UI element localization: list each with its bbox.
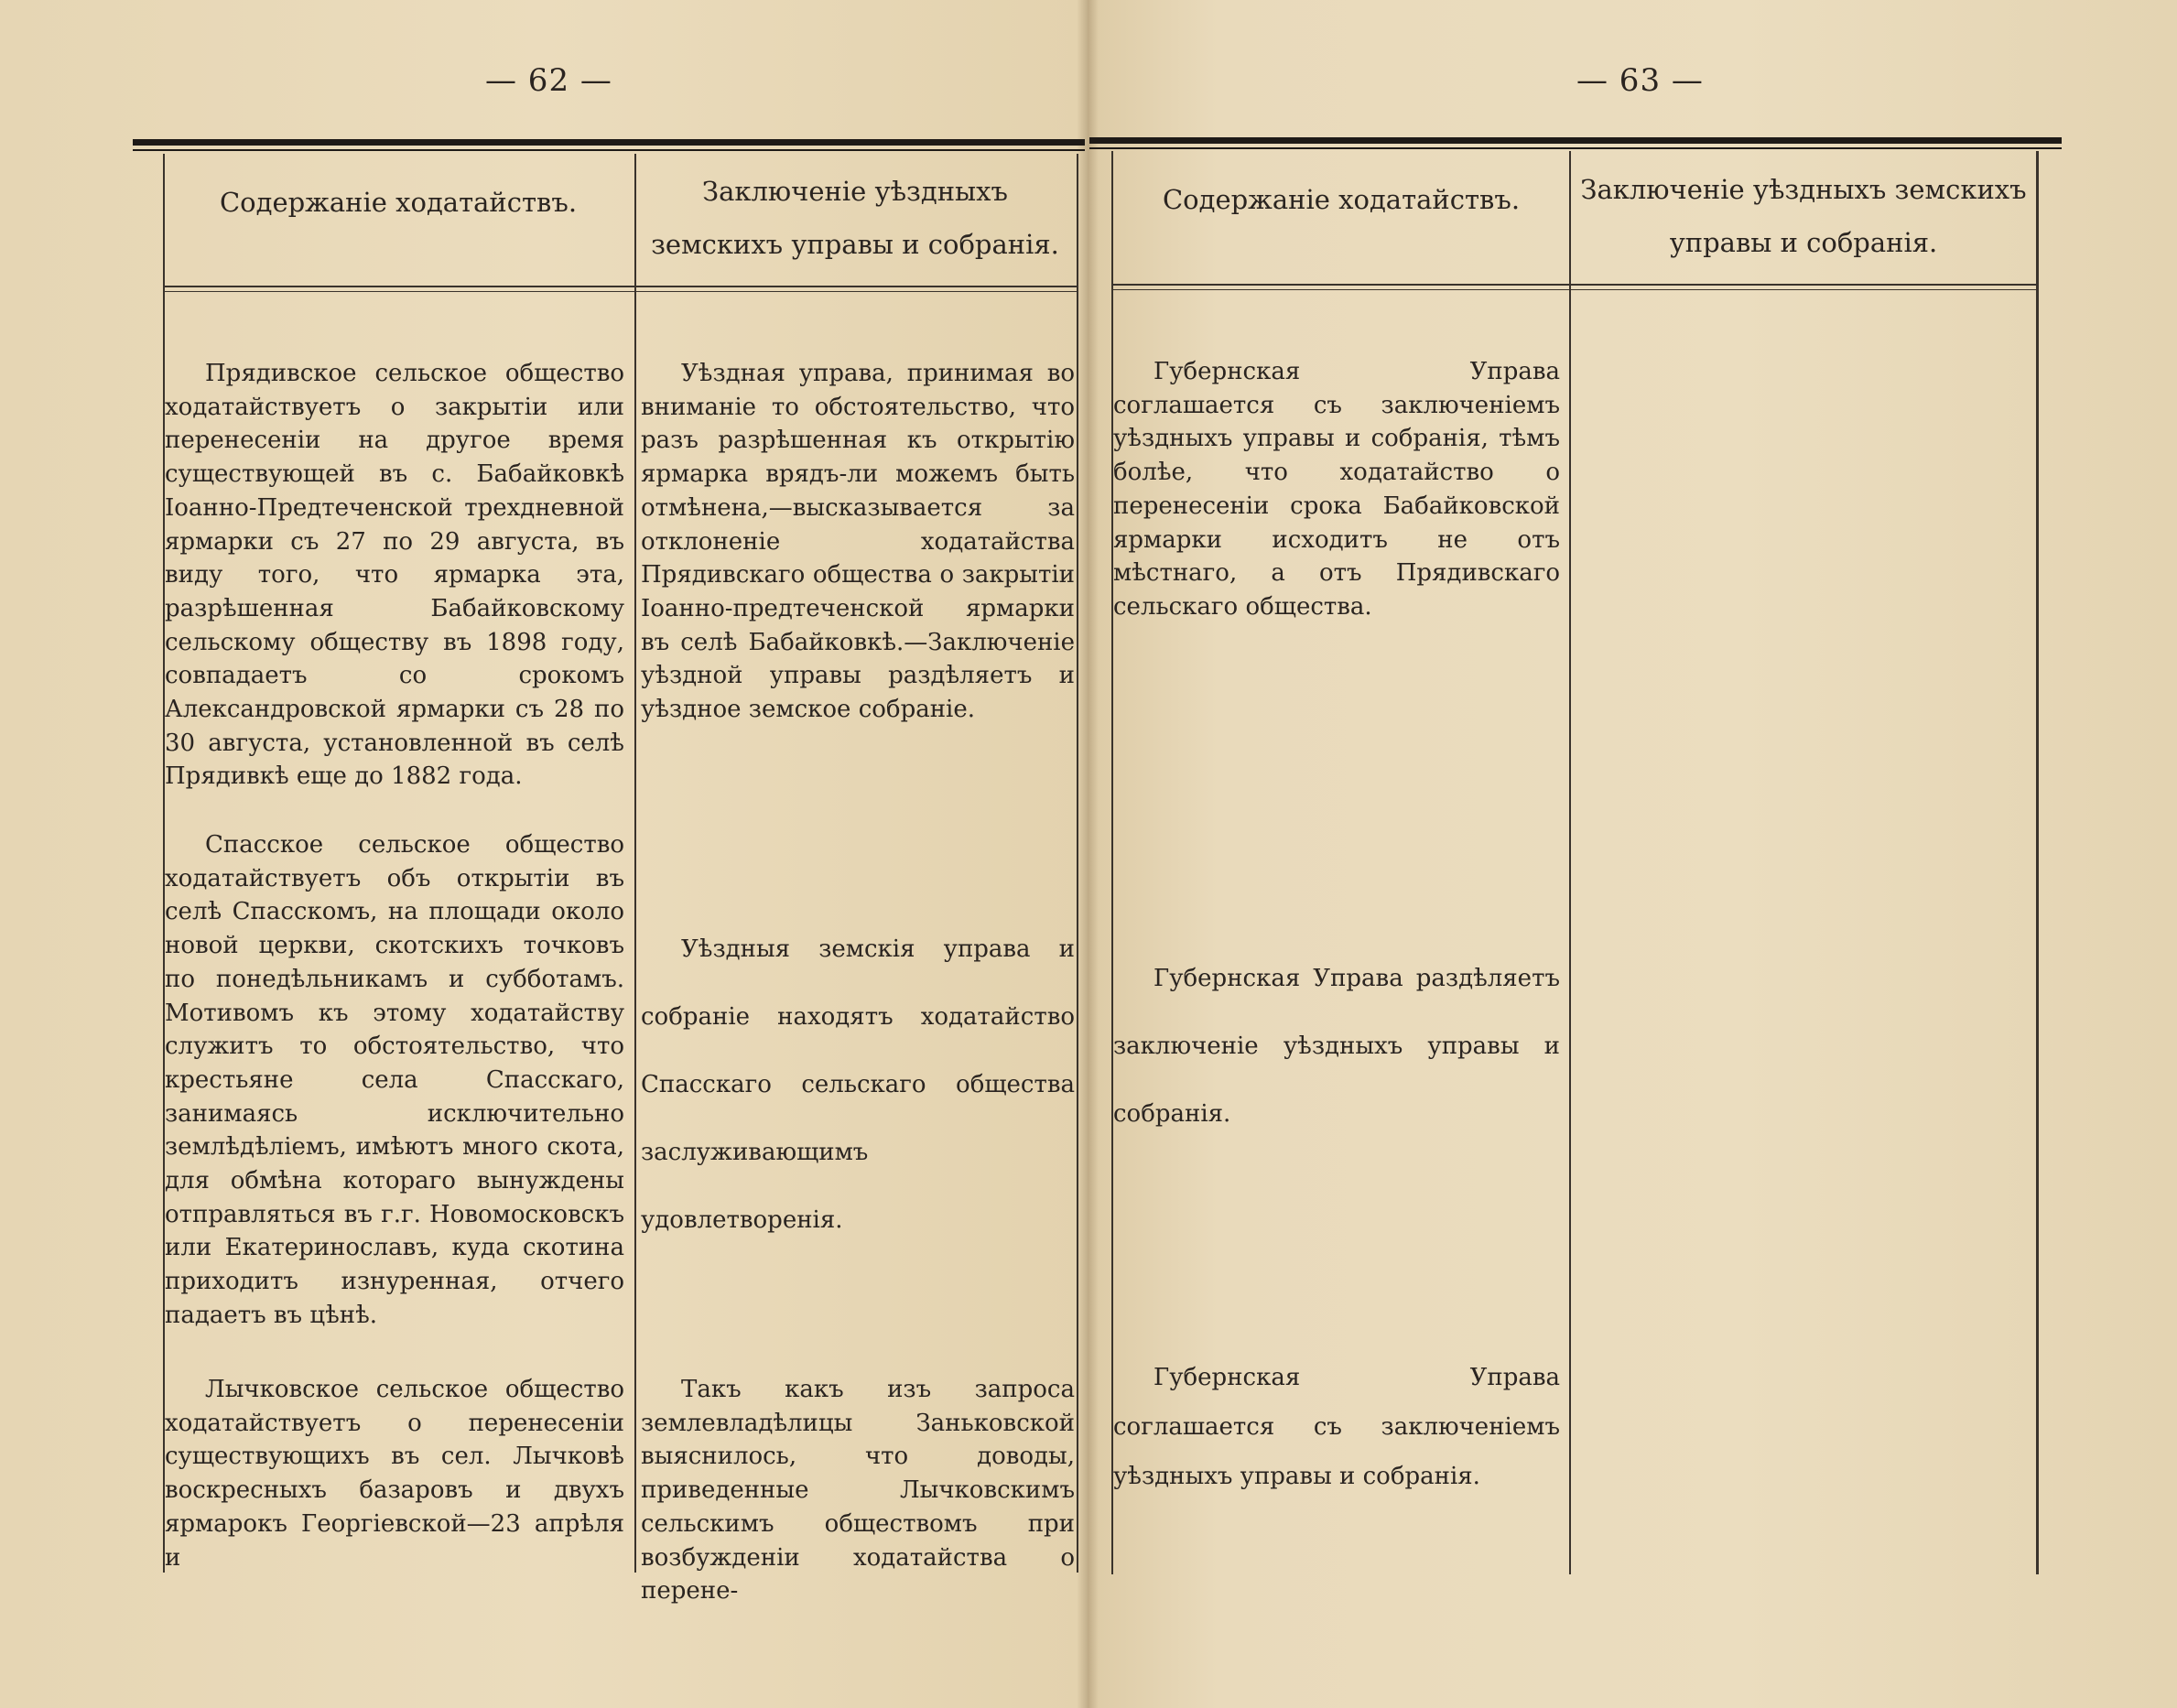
right-top-rule xyxy=(1089,137,2062,144)
left-page-number: — 62 — xyxy=(485,62,612,99)
left-top-rule-thin xyxy=(133,149,1085,151)
left-row1-contents: Прядивское сельское общество ходатайствуетъ о закрытіи или перенесеніи на другое время существующей въ с. Бабайковкѣ Іоанно-Предтеченской трехдневной ярмарки съ 27 по 29 августа, въ виду того, что ярмарка эта, разрѣшенная Бабайковскому сельскому обществу въ 1898 году, совпадаетъ со срокомъ Александровской ярмарки съ 28 по 30 августа, установленной въ селѣ Прядивкѣ еще до 1882 года. xyxy=(165,360,624,791)
right-row3-contents: Губернская Управа соглашается съ заключеніемъ уѣздныхъ управы и собранія. xyxy=(1113,1364,1560,1490)
right-right-border xyxy=(2036,151,2039,1574)
right-header-rule-2 xyxy=(1111,289,2038,290)
left-row2-contents: Спасское сельское общество ходатайствуетъ объ открытіи въ селѣ Спасскомъ, на площади около новой церкви, скотскихъ точковъ по понедѣльникамъ и субботамъ. Мотивомъ къ этому ходатайству служитъ то обстоятельство, что крестьяне села Спасскаго, занимаясь исключительно землѣдѣліемъ, имѣютъ много скота, для обмѣна котораго вынуждены отправляться въ г.г. Новомосковскъ или Екатеринославъ, куда скотина приходитъ изнуренная, отчего падаетъ въ цѣнѣ. xyxy=(165,831,624,1329)
right-row1-contents: Губернская Управа соглашается съ заключеніемъ уѣздныхъ управы и собранія, тѣмъ болѣе, что ходатайство о перенесеніи срока Бабайковской ярмарки исходитъ не отъ мѣстнаго, а отъ Прядивскаго сельскаго общества. xyxy=(1113,358,1560,621)
right-header-contents: Содержаніе ходатайствъ. xyxy=(1162,184,1521,215)
left-row1-conclusion: Уѣздная управа, принимая во вниманіе то обстоятельство, что разъ разрѣшенная къ открытію ярмарка врядъ-ли можемъ быть отмѣнена,—высказывается за отклоненіе ходатайства Прядивскаго общества о закрытіи Іоанно-предтеченской ярмарки въ селѣ Бабайковкѣ.—Заключеніе уѣздной управы раздѣляетъ и уѣздное земское собраніе. xyxy=(641,360,1075,724)
left-header-rule xyxy=(163,286,1077,287)
book-spine xyxy=(1077,0,1099,1708)
right-top-rule-thin xyxy=(1089,147,2062,149)
right-row2-contents: Губернская Управа раздѣляетъ заключеніе уѣздныхъ управы и собранія. xyxy=(1113,965,1560,1128)
left-row2-conclusion: Уѣздныя земскія управа и собраніе находятъ ходатайство Спасскаго сельскаго общества заслуживающимъ удовлетворенія. xyxy=(641,935,1075,1234)
left-column-divider xyxy=(634,154,636,1573)
right-page-number: — 63 — xyxy=(1576,62,1704,99)
left-top-rule xyxy=(133,139,1085,146)
right-header-conclusion: Заключеніе уѣздныхъ земскихъ управы и собранія. xyxy=(1580,174,2027,258)
left-header-rule-2 xyxy=(163,291,1077,292)
right-column-divider xyxy=(1569,151,1571,1574)
left-header-contents: Содержаніе ходатайствъ. xyxy=(219,187,578,218)
right-header-rule xyxy=(1111,284,2038,286)
left-row3-contents: Лычковское сельское общество ходатайствуетъ о перенесеніи существующихъ въ сел. Лычковѣ воскресныхъ базаровъ и двухъ ярмарокъ Георгіевской—23 апрѣля и xyxy=(165,1376,624,1572)
left-right-border xyxy=(1077,154,1078,1573)
left-row3-conclusion: Такъ какъ изъ запроса землевладѣлицы Заньковской выяснилось, что доводы, приведенные Лычковскимъ сельскимъ обществомъ при возбужденіи ходатайства о перене- xyxy=(641,1376,1075,1605)
left-header-conclusion: Заключеніе уѣздныхъ земскихъ управы и собранія. xyxy=(651,176,1059,260)
